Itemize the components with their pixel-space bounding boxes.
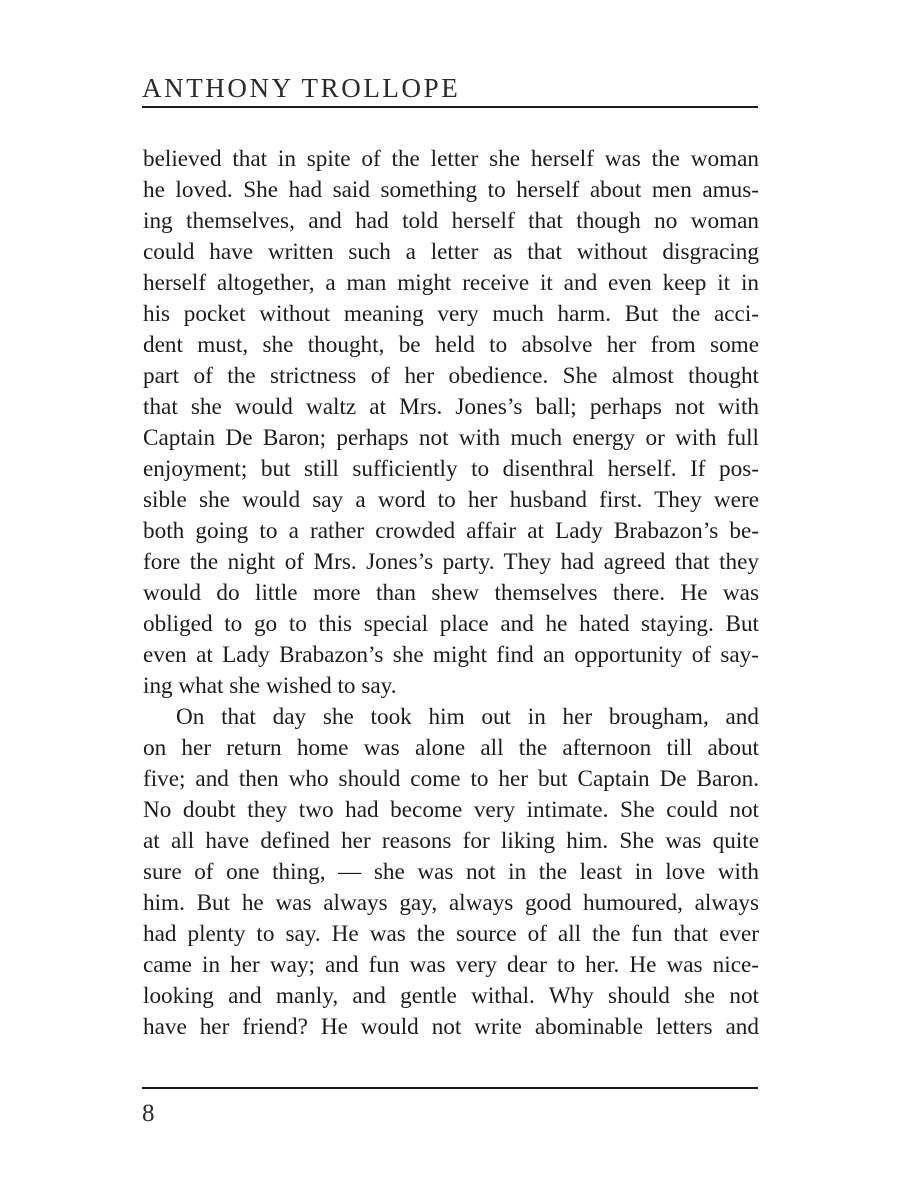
text-line: that she would waltz at Mrs. Jones’s ball; perhaps not with [143, 394, 759, 420]
text-line: dent must, she thought, be held to absolve her from some [143, 332, 759, 358]
text-line: enjoyment; but still sufficiently to disenthral herself. If pos- [143, 456, 759, 482]
body-text [143, 144, 759, 1043]
text-line: ing what she wished to say. [143, 673, 397, 699]
text-line: both going to a rather crowded affair at Lady Brabazon’s be- [143, 518, 759, 544]
text-line: on her return home was alone all the afternoon till about [143, 735, 759, 761]
text-line: fore the night of Mrs. Jones’s party. They had agreed that they [143, 549, 759, 575]
text-line: No doubt they two had become very intimate. She could not [143, 797, 759, 823]
text-line: Captain De Baron; perhaps not with much energy or with full [143, 425, 759, 451]
text-line: came in her way; and fun was very dear to her. He was nice- [143, 952, 759, 978]
text-line: looking and manly, and gentle withal. Why should she not [143, 983, 759, 1009]
text-line: could have written such a letter as that without disgracing [143, 239, 759, 265]
text-line: sure of one thing, — she was not in the least in love with [143, 859, 759, 885]
running-title: ANTHONY TROLLOPE [142, 73, 461, 103]
text-line: even at Lady Brabazon’s she might find an opportunity of say- [143, 642, 759, 668]
text-line: five; and then who should come to her but Captain De Baron. [143, 766, 759, 792]
text-line: part of the strictness of her obedience. She almost thought [143, 363, 759, 389]
text-line: would do little more than shew themselves there. He was [143, 580, 759, 606]
text-line: obliged to go to this special place and he hated staying. But [143, 611, 759, 637]
text-line: On that day she took him out in her brougham, and [176, 704, 759, 730]
text-line: herself altogether, a man might receive it and even keep it in [143, 270, 759, 296]
text-line: sible she would say a word to her husband first. They were [143, 487, 759, 513]
text-line: his pocket without meaning very much harm. But the acci- [143, 301, 759, 327]
page-number: 8 [142, 1100, 155, 1127]
text-line: him. But he was always gay, always good humoured, always [143, 890, 759, 916]
running-header [142, 70, 758, 110]
text-line: at all have defined her reasons for liking him. She was quite [143, 828, 759, 854]
text-line: had plenty to say. He was the source of all the fun that ever [143, 921, 759, 947]
text-line: believed that in spite of the letter she herself was the woman [143, 146, 759, 172]
header-rule [142, 106, 758, 108]
footer-rule [142, 1087, 758, 1089]
text-line: he loved. She had said something to herself about men amus- [143, 177, 759, 203]
text-line: have her friend? He would not write abominable letters and [143, 1014, 759, 1040]
text-line: ing themselves, and had told herself that though no woman [143, 208, 759, 234]
